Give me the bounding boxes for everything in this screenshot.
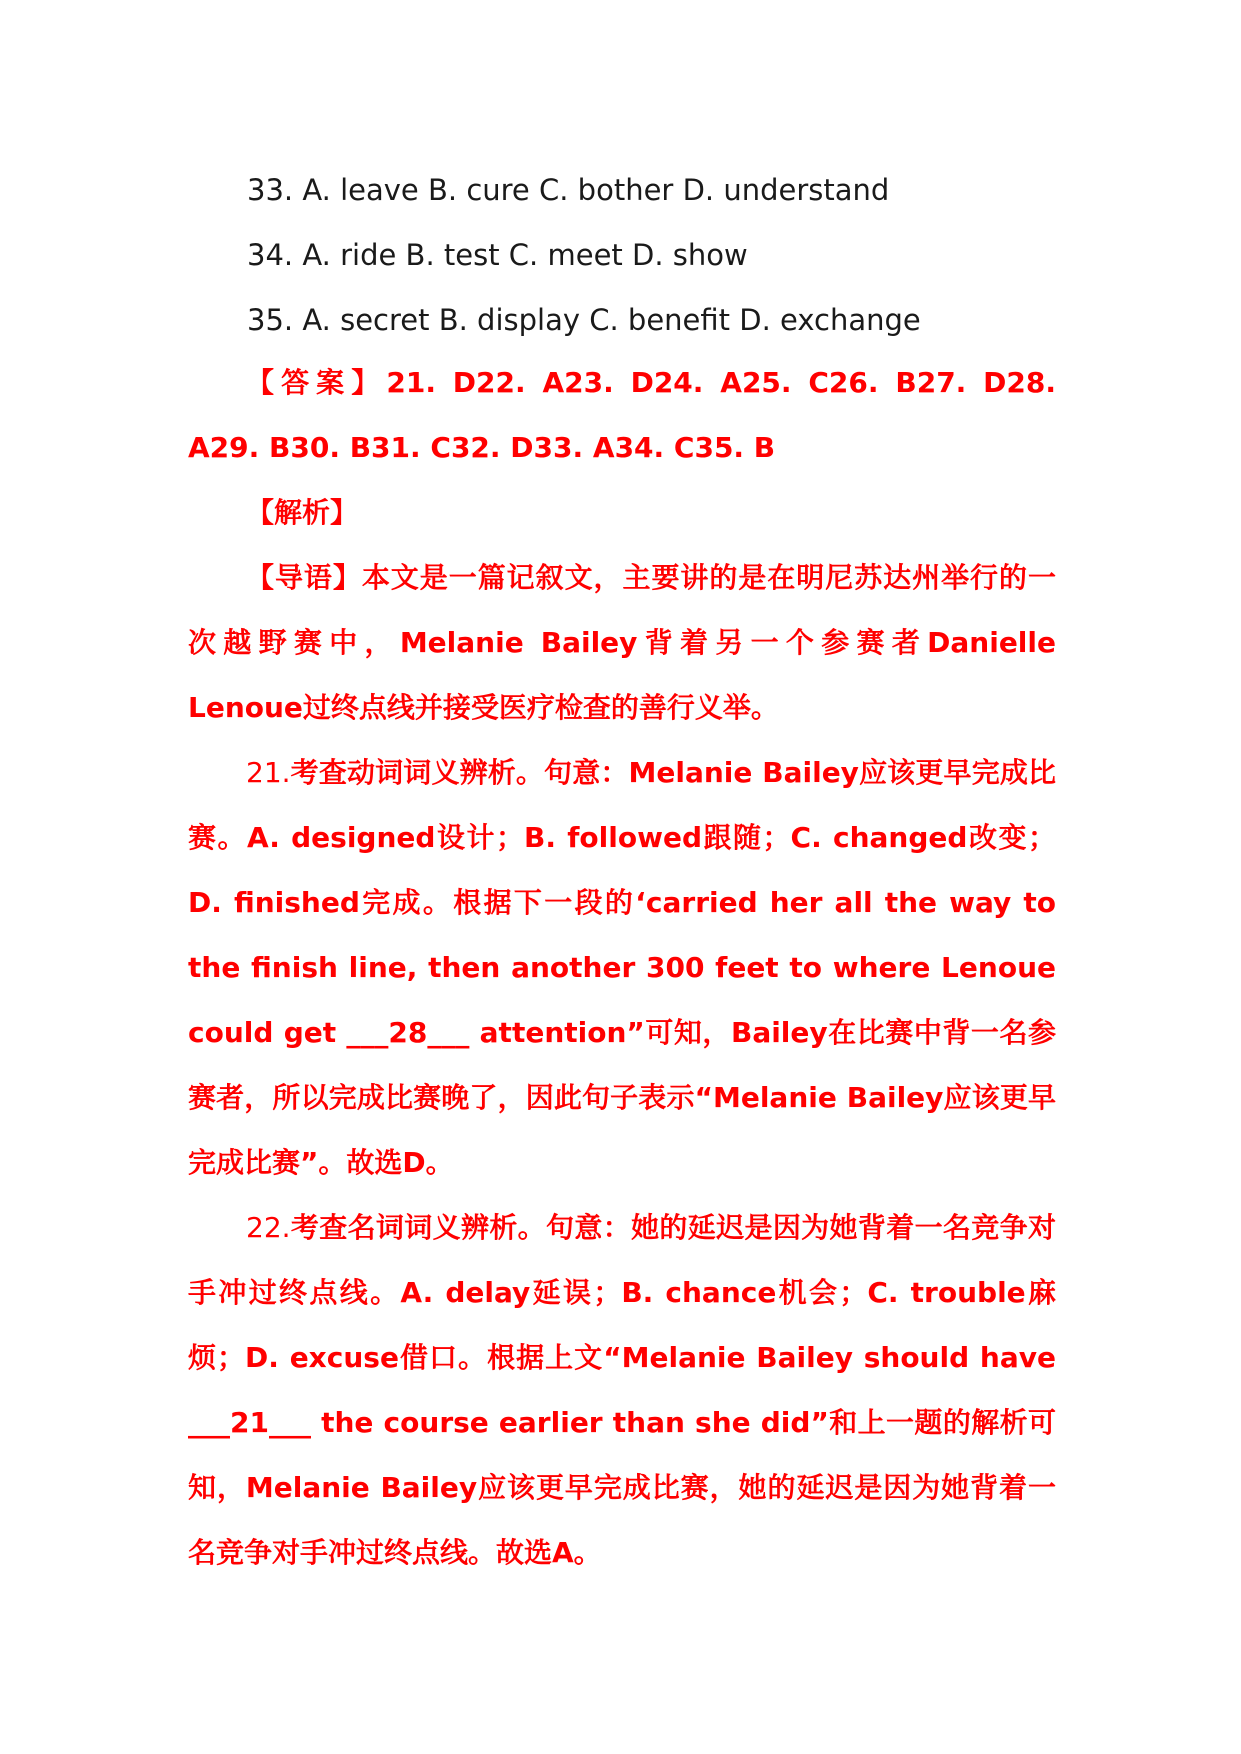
question-21-number: 21.	[246, 756, 291, 789]
question-22-number: 22.	[246, 1211, 291, 1244]
answer-key: 【答案】21. D22. A23. D24. A25. C26. B27. D28. A29. B30. B31. C32. D33. A34. C35. B	[188, 366, 1056, 464]
intro-paragraph: 【导语】本文是一篇记叙文，主要讲的是在明尼苏达州举行的一次越野赛中，Melanie Bailey背着另一个参赛者Danielle Lenoue过终点线并接受医疗检查的善行义举。	[188, 561, 1056, 724]
question-21-text: 考查动词词义辨析。句意：Melanie Bailey应该更早完成比赛。A. designed设计；B. followed跟随；C. changed改变；D. finished完成。根据下一段的‘carried her all the way to the finish line, then another 300 feet to where Lenoue could get ___28___ attention”可知，Bailey在比赛中背一名参赛者，所以完成比赛晚了，因此句子表示“Melanie Bailey应该更早完成比赛”。故选D。	[188, 756, 1056, 1179]
option-line-34: 34. A. ride B. test C. meet D. show	[247, 238, 748, 272]
option-line-33: 33. A. leave B. cure C. bother D. understand	[247, 173, 890, 207]
option-line-35: 35. A. secret B. display C. benefit D. exchange	[247, 303, 921, 337]
question-22-text: 考查名词词义辨析。句意：她的延迟是因为她背着一名竞争对手冲过终点线。A. delay延误；B. chance机会；C. trouble麻烦；D. excuse借口。根据上文“Melanie Bailey should have ___21___ the course earlier than she did”和上一题的解析可知，Melanie Bailey应该更早完成比赛，她的延迟是因为她背着一名竞争对手冲过终点线。故选A。	[188, 1211, 1056, 1569]
analysis-section	[188, 350, 1056, 1585]
question-21-explanation	[188, 740, 1056, 1195]
question-22-explanation	[188, 1195, 1056, 1585]
answer-options	[247, 158, 1097, 353]
analysis-heading: 【解析】	[246, 496, 359, 529]
